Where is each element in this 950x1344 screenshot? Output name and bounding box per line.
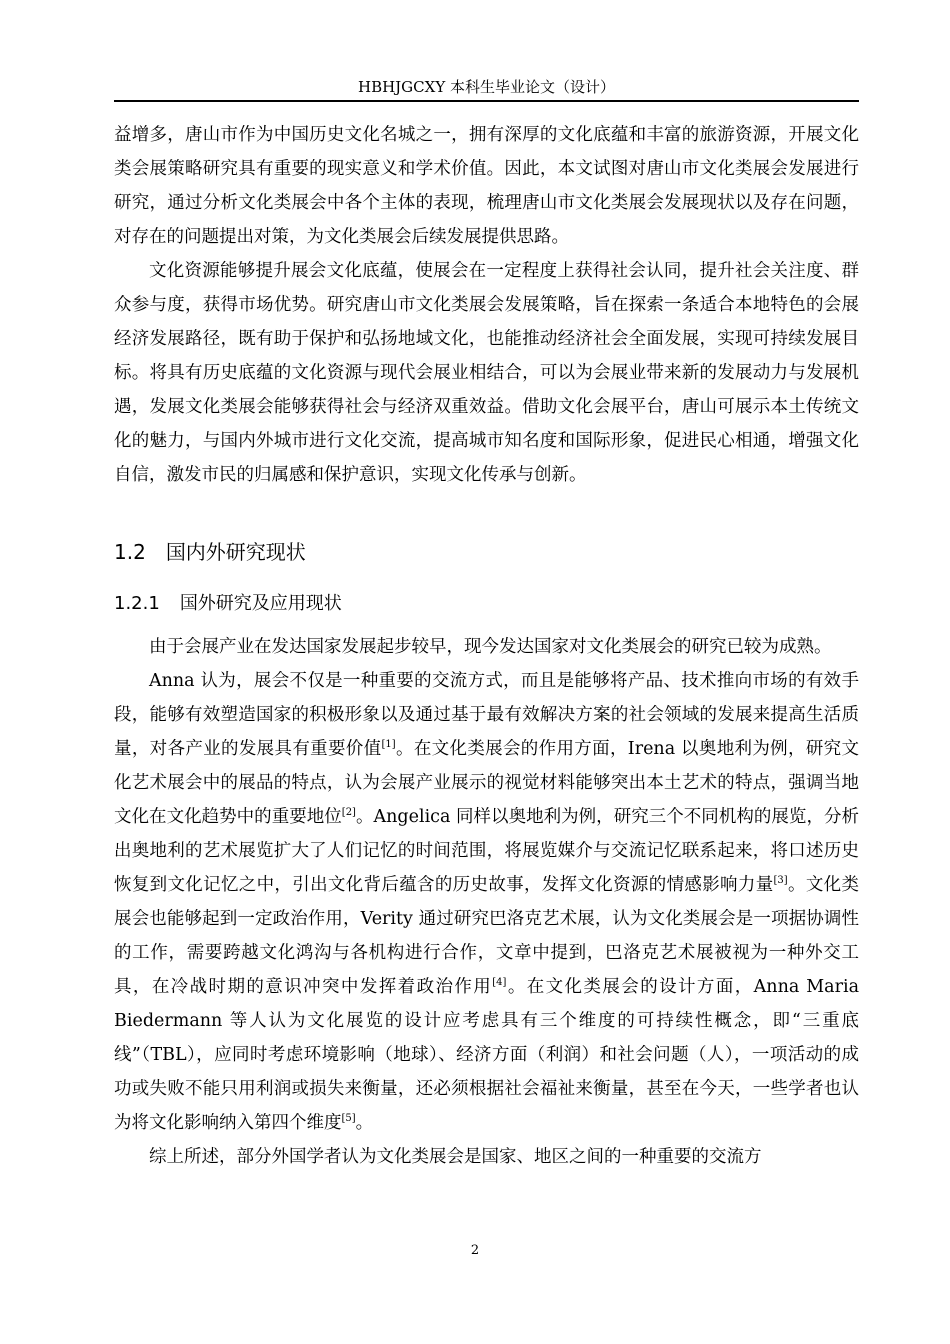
citation-ref: [2]	[341, 807, 356, 819]
text-run: 。在文化类展会的作用方面，Irena 以奥地利为例，研究文化艺术展会中的展品的特点，认为会展产业展示的视觉材料能够突出本土艺术的特点，强调当地文化在文化趋势中的重要地位	[114, 739, 860, 827]
paragraph-5: 综上所述，部分外国学者认为文化类展会是国家、地区之间的一种重要的交流方	[149, 1147, 762, 1167]
text-run: 。	[355, 1113, 374, 1133]
citation-ref: [5]	[341, 1113, 356, 1125]
section-title: 国内外研究现状	[165, 540, 306, 564]
text-run: 。在文化类展会的设计方面，Anna Maria Biedermann 等人认为文化展览的设计应考虑具有三个维度的可持续性概念，即“三重底线”（TBL），应同时考虑环境影响（地球）、经济方面（利润）和社会问题（人），一项活动的成功或失败不能只用利润或损失来衡量，还必须根据社会福祉来衡量，甚至在今天，一些学者也认为将文化影响纳入第四个维度	[114, 977, 859, 1133]
text-run: Anna 认为，展会不仅是一种重要的交流方式，而且是能够将产品、技术推向市场的有效手段，能够有效塑造国家的积极形象以及通过基于最有效解决方案的社会领域的发展来提高生活质量，对各产业的发展具有重要价值	[114, 671, 859, 759]
citation-ref: [3]	[773, 875, 788, 887]
paragraph-1: 益增多，唐山市作为中国历史文化名城之一，拥有深厚的文化底蕴和丰富的旅游资源，开展文化类会展策略研究具有重要的现实意义和学术价值。因此，本文试图对唐山市文化类展会发展进行研究，通过分析文化类展会中各个主体的表现，梳理唐山市文化类展会发展现状以及存在问题，对存在的问题提出对策，为文化类展会后续发展提供思路。	[114, 125, 859, 247]
citation-ref: [1]	[381, 739, 396, 751]
body-text-bottom	[114, 630, 859, 1174]
paragraph-2: 文化资源能够提升展会文化底蕴，使展会在一定程度上获得社会认同，提升社会关注度、群众参与度，获得市场优势。研究唐山市文化类展会发展策略，旨在探索一条适合本地特色的会展经济发展路径，既有助于保护和弘扬地域文化，也能推动经济社会全面发展，实现可持续发展目标。将具有历史底蕴的文化资源与现代会展业相结合，可以为会展业带来新的发展动力与发展机遇，发展文化类展会能够获得社会与经济双重效益。借助文化会展平台，唐山可展示本土传统文化的魅力，与国内外城市进行文化交流，提高城市知名度和国际形象，促进民心相通，增强文化自信，激发市民的归属感和保护意识，实现文化传承与创新。	[114, 261, 859, 485]
page-number: 2	[470, 1243, 480, 1258]
citation-ref: [4]	[492, 977, 507, 989]
subsection-heading	[114, 590, 342, 618]
subsection-number: 1.2.1	[114, 593, 160, 614]
text-run: 。文化类展会也能够起到一定政治作用，Verity 通过研究巴洛克艺术展，认为文化类展会是一项据协调性的工作，需要跨越文化鸿沟与各机构进行合作，文章中提到，巴洛克艺术展被视为一种外交工具，在冷战时期的意识冲突中发挥着政治作用	[114, 875, 860, 997]
text-run: 。Angelica 同样以奥地利为例，研究三个不同机构的展览，分析出奥地利的艺术展览扩大了人们记忆的时间范围，将展览媒介与交流记忆联系起来，将口述历史恢复到文化记忆之中，引出文化背后蕴含的历史故事，发挥文化资源的情感影响力量	[114, 807, 859, 895]
section-heading	[114, 537, 306, 567]
paragraph-4	[114, 664, 859, 1140]
paragraph-3: 由于会展产业在发达国家发展起步较早，现今发达国家对文化类展会的研究已较为成熟。	[149, 637, 832, 657]
header-rule	[114, 100, 859, 102]
subsection-title: 国外研究及应用现状	[179, 593, 342, 614]
section-number: 1.2	[114, 540, 146, 564]
page-header: HBHJGCXY 本科生毕业论文（设计）	[357, 78, 615, 96]
body-text-top	[114, 118, 859, 492]
